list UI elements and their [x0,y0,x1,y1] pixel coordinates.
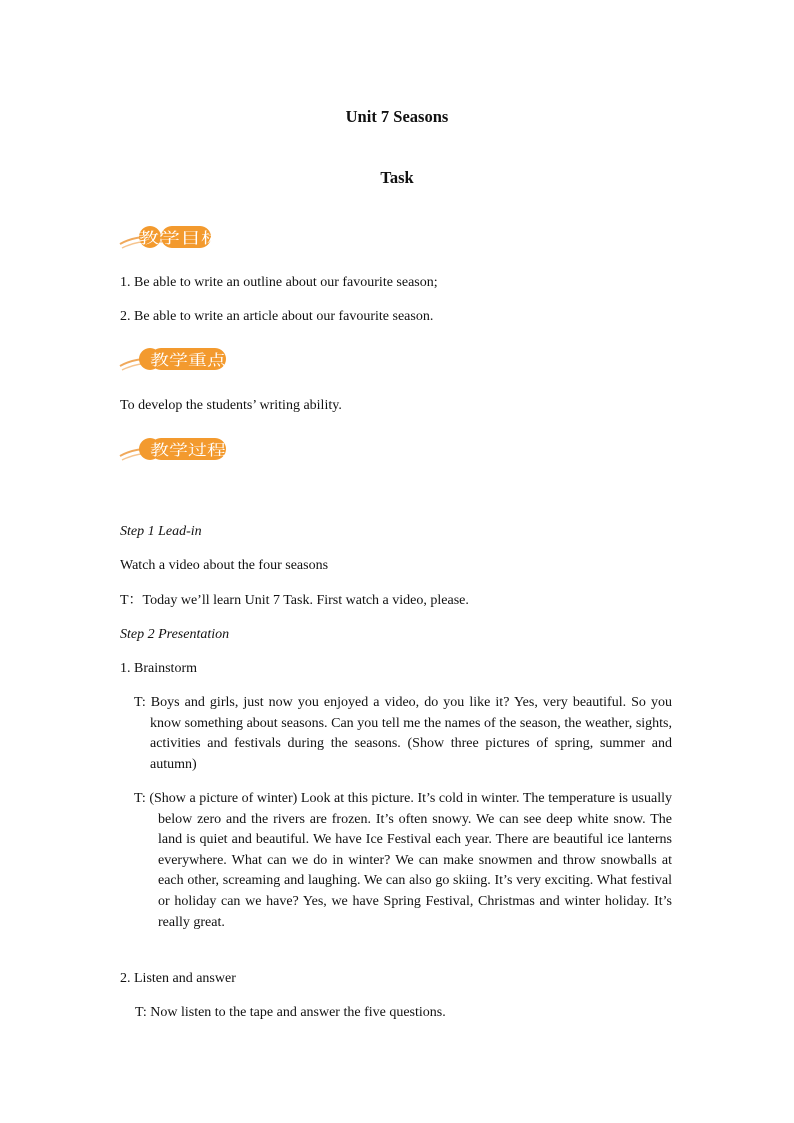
step2-heading: Step 2 Presentation [120,627,230,642]
step1-heading: Step 1 Lead-in [120,524,202,539]
listen-instruction: T: Now listen to the tape and answer the five questions. [135,1005,446,1020]
brainstorm-heading: 1. Brainstorm [120,661,197,676]
brainstorm-paragraph-2: T: (Show a picture of winter) Look at this picture. It’s cold in winter. The temperature is usually below zero and the rivers are frozen. It’s often snowy. We can see deep white snow. The land is quiet and beautiful. We have Ice Festival each year. There are beautiful ice lanterns everywhere. What can we do in winter? We can make snowmen and throw snowballs at each other, screaming and laughing. We can also go skiing. It’s very exciting. What festival or holiday can we have? Yes, we have Spring Festival, Christmas and winter holiday. It’s really great. [134,791,672,930]
objectives-badge [118,224,228,252]
page-title: Unit 7 Seasons [345,107,449,126]
key-points-badge [118,346,228,374]
page-subtitle: Task [380,168,414,187]
process-badge-label: 教学过程 [150,441,226,459]
step1-line1: Watch a video about the four seasons [120,558,329,573]
objective-1: 1. Be able to write an outline about our favourite season; [120,275,438,290]
process-badge [118,436,228,464]
listen-heading: 2. Listen and answer [120,971,236,986]
key-point-text: To develop the students’ writing ability. [120,398,342,413]
objectives-badge-label: 教学目标 [138,229,224,247]
step1-line2: T：Today we’ll learn Unit 7 Task. First watch a video, please. [120,593,469,608]
key-points-badge-label: 教学重点 [150,351,228,369]
objective-2: 2. Be able to write an article about our favourite season. [120,309,434,324]
brainstorm-paragraph-1: T: Boys and girls, just now you enjoyed a video, do you like it? Yes, very beautiful. So you know something about seasons. Can you tell me the names of the season, the weather, sights, activities and festivals during the seasons. (Show three pictures of spring, summer and autumn) [134,695,672,772]
